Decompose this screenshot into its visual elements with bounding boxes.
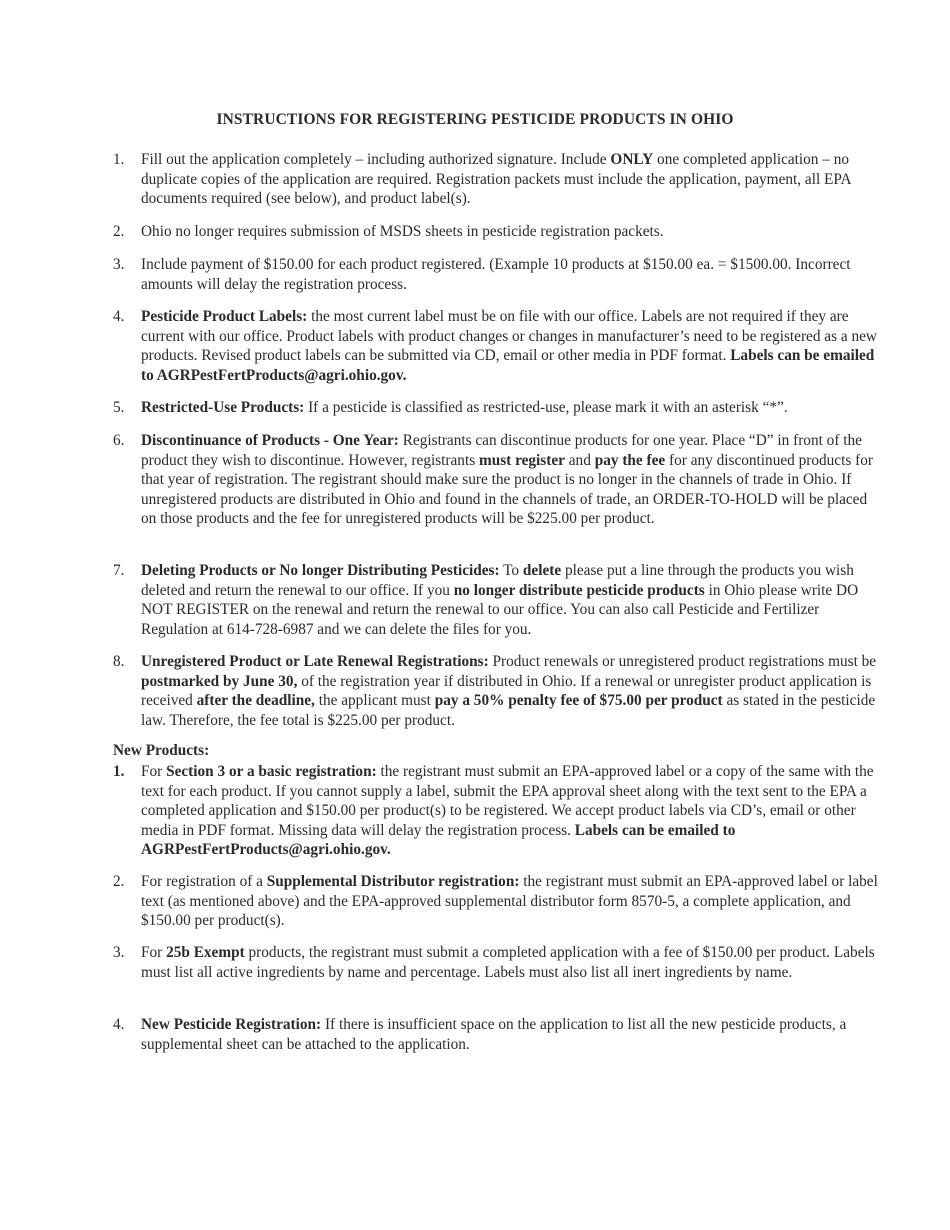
page-title: INSTRUCTIONS FOR REGISTERING PESTICIDE PRODUCTS IN OHIO — [216, 111, 734, 128]
item-text: For registration of a Supplemental Distributor registration: the registrant must submit an EPA-approved label or label text (as mentioned above) and the EPA-approved supplemental distributor form 8570-5, a complete application, and $150.00 per product(s). — [141, 873, 878, 929]
item-number: 3. — [113, 256, 125, 273]
instruction-item-4 — [113, 307, 883, 385]
instruction-item-7 — [113, 561, 883, 639]
instruction-item-3 — [113, 255, 883, 294]
item-number: 8. — [113, 653, 125, 670]
instruction-item-8 — [113, 652, 883, 730]
item-text: Pesticide Product Labels: the most current label must be on file with our office. Labels are not required if they are current with our office. Product labels with product changes or changes in manufacturer’s need to be registered as a new products. Revised product labels can be submitted via CD, email or other media in PDF format. Labels can be emailed to AGRPestFertProducts@agri.ohio.gov. — [141, 308, 877, 384]
item-text: Ohio no longer requires submission of MSDS sheets in pesticide registration packets. — [141, 223, 664, 240]
item-text: For Section 3 or a basic registration: the registrant must submit an EPA-approved label or a copy of the same with the text for each product. If you cannot supply a label, submit the EPA approval sheet along with the text sent to the EPA a completed application and $150.00 per product(s) to be registered. We accept product labels via CD’s, email or other media in PDF format. Missing data will delay the registration process. Labels can be emailed to AGRPestFertProducts@agri.ohio.gov. — [141, 763, 874, 858]
new-product-item-1 — [113, 762, 883, 860]
new-product-item-3 — [113, 943, 883, 982]
item-text: New Pesticide Registration: If there is insufficient space on the application to list all the new pesticide products, a supplemental sheet can be attached to the application. — [141, 1016, 847, 1053]
item-text: Include payment of $150.00 for each product registered. (Example 10 products at $150.00 ea. = $1500.00. Incorrect amounts will delay the registration process. — [141, 256, 851, 293]
item-number: 2. — [113, 223, 125, 240]
new-product-item-4 — [113, 1015, 883, 1054]
instruction-item-2 — [113, 222, 883, 242]
instruction-item-6 — [113, 431, 883, 529]
item-number: 4. — [113, 1016, 125, 1033]
email-address: Labels can be emailed to AGRPestFertProducts@agri.ohio.gov. — [141, 821, 736, 858]
item-text: Discontinuance of Products - One Year: Registrants can discontinue products for one year. Place “D” in front of the product they wish to discontinue. However, registrants must register and pay the fee for any discontinued products for that year of registration. The registrant should make sure the product is no longer in the channels of trade in Ohio. If unregistered products are distributed in Ohio and found in the channels of trade, an ORDER-TO-HOLD will be placed on those products and the fee for unregistered products will be $225.00 per product. — [141, 432, 873, 527]
item-number: 6. — [113, 432, 125, 449]
item-number: 7. — [113, 562, 125, 579]
item-text: Deleting Products or No longer Distributing Pesticides: To delete please put a line through the products you wish deleted and return the renewal to our office. If you no longer distribute pesticide products in Ohio please write DO NOT REGISTER on the renewal and return the renewal to our office. You can also call Pesticide and Fertilizer Regulation at 614-728-6987 and we can delete the files for you. — [141, 562, 859, 638]
item-number: 1. — [113, 151, 125, 168]
item-number: 3. — [113, 944, 125, 961]
item-text: Unregistered Product or Late Renewal Registrations: Product renewals or unregistered product registrations must be postmarked by June 30, of the registration year if distributed in Ohio. If a renewal or unregister product application is received after the deadline, the applicant must pay a 50% penalty fee of $75.00 per product as stated in the pesticide law. Therefore, the fee total is $225.00 per product. — [141, 653, 877, 729]
item-text: Restricted-Use Products: If a pesticide is classified as restricted-use, please mark it with an asterisk “*”. — [141, 399, 788, 416]
item-number: 4. — [113, 308, 125, 325]
new-product-item-2 — [113, 872, 883, 931]
item-number: 5. — [113, 399, 125, 416]
item-text: For 25b Exempt products, the registrant must submit a completed application with a fee of $150.00 per product. Labels must list all active ingredients by name and percentage. Labels must also list all inert ingredients by name. — [141, 944, 875, 981]
instruction-item-5 — [113, 398, 883, 418]
section-heading-new-products: New Products: — [113, 742, 210, 759]
email-address: Labels can be emailed to AGRPestFertProducts@agri.ohio.gov. — [141, 347, 875, 384]
instruction-item-1 — [113, 150, 883, 209]
item-number: 2. — [113, 873, 125, 890]
item-text: Fill out the application completely – including authorized signature. Include ONLY one completed application – no duplicate copies of the application are required. Registration packets must include the application, payment, all EPA documents required (see below), and product label(s). — [141, 151, 851, 207]
item-number: 1. — [113, 763, 125, 780]
